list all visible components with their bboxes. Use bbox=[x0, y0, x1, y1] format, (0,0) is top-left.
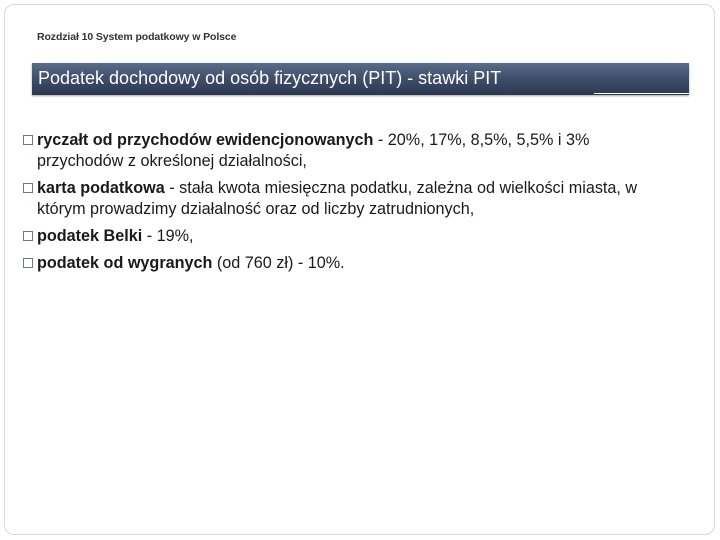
chapter-label: Rozdział 10 System podatkowy w Polsce bbox=[37, 31, 237, 43]
checkbox-square-icon bbox=[23, 231, 33, 241]
list-item bbox=[23, 226, 673, 247]
list-item bbox=[23, 253, 673, 274]
bullet-text bbox=[37, 253, 673, 274]
checkbox-square-icon bbox=[23, 183, 33, 193]
bullet-term: podatek Belki bbox=[37, 227, 143, 245]
bullet-text bbox=[37, 130, 673, 172]
bullet-description: - stała kwota miesięczna podatku, zależna od wielkości miasta, w którym prowadzimy działalność oraz od liczby zatrudnionych, bbox=[37, 179, 638, 218]
bullet-description: - 20%, 17%, 8,5%, 5,5% i 3% przychodów z określonej działalności, bbox=[37, 131, 590, 170]
bullet-term: karta podatkowa bbox=[37, 179, 165, 197]
list-item bbox=[23, 178, 673, 220]
checkbox-square-icon bbox=[23, 135, 33, 145]
bullet-text bbox=[37, 178, 673, 220]
checkbox-square-icon bbox=[23, 258, 33, 268]
bullet-description: (od 760 zł) - 10%. bbox=[212, 254, 345, 272]
title-bar bbox=[32, 63, 689, 95]
bullet-text bbox=[37, 226, 673, 247]
slide-title: Podatek dochodowy od osób fizycznych (PIT) - stawki PIT bbox=[38, 68, 502, 88]
list-item bbox=[23, 130, 673, 172]
bullet-description: - 19%, bbox=[142, 227, 194, 245]
bullet-term: ryczałt od przychodów ewidencjonowanych bbox=[37, 131, 374, 149]
bullet-term: podatek od wygranych bbox=[37, 254, 213, 272]
title-underline bbox=[594, 93, 689, 94]
bullet-list bbox=[23, 130, 673, 280]
